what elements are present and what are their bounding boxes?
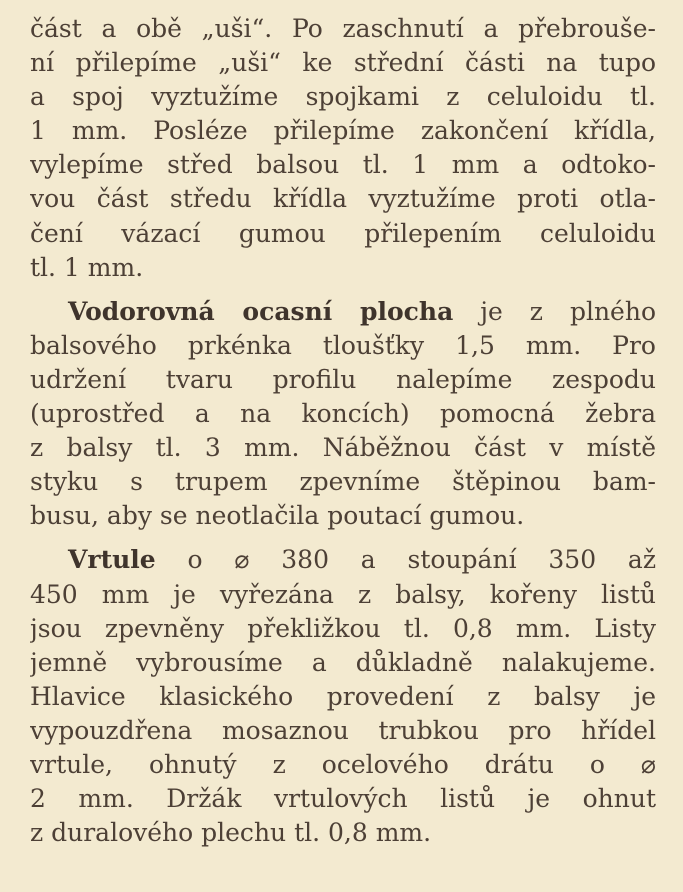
- text-line: vrtule, ohnutý z ocelového drátu o ⌀: [30, 749, 656, 779]
- text-line: z duralového plechu tl. 0,8 mm.: [30, 818, 432, 848]
- text-line: 2 mm. Držák vrtulových listů je ohnut: [30, 784, 656, 814]
- paragraph-wing: [30, 12, 656, 285]
- text-line: styku s trupem zpevníme štěpinou bam-: [30, 467, 656, 497]
- text-line: jsou zpevněny překližkou tl. 0,8 mm. Listy: [30, 613, 656, 643]
- text-run: je z plného: [453, 296, 656, 326]
- text-run: o ⌀ 380 a stoupání 350 až: [155, 545, 656, 575]
- text-line: (uprostřed a na koncích) pomocná žebra: [30, 399, 656, 429]
- text-line-lead: [30, 295, 656, 329]
- text-line: 1 mm. Posléze přilepíme zakončení křídla,: [30, 116, 656, 146]
- text-line: udržení tvaru profilu nalepíme zespodu: [30, 364, 656, 394]
- text-line: vou část středu křídla vyztužíme proti otla-: [30, 184, 656, 214]
- text-column: [30, 12, 656, 850]
- text-line: vylepíme střed balsou tl. 1 mm a odtoko-: [30, 150, 656, 180]
- text-line: Hlavice klasického provedení z balsy je: [30, 681, 656, 711]
- text-line: z balsy tl. 3 mm. Náběžnou část v místě: [30, 433, 656, 463]
- text-line-lead: [30, 543, 656, 577]
- text-line: 450 mm je vyřezána z balsy, kořeny listů: [30, 579, 656, 609]
- text-line: vypouzdřena mosaznou trubkou pro hřídel: [30, 715, 656, 745]
- paragraph-heading: Vodorovná ocasní plocha: [68, 296, 454, 326]
- text-line: tl. 1 mm.: [30, 252, 144, 282]
- paragraph-tailplane: [30, 295, 656, 534]
- text-line: ní přilepíme „uši“ ke střední části na tupo: [30, 48, 656, 78]
- paragraph-propeller: [30, 543, 656, 850]
- text-line: jemně vybrousíme a důkladně nalakujeme.: [30, 647, 656, 677]
- paragraph-heading: Vrtule: [68, 545, 156, 575]
- text-line: a spoj vyztužíme spojkami z celuloidu tl.: [30, 82, 656, 112]
- text-line: čení vázací gumou přilepením celuloidu: [30, 218, 656, 248]
- text-line: část a obě „uši“. Po zaschnutí a přebrouše-: [30, 14, 656, 43]
- text-line: busu, aby se neotlačila poutací gumou.: [30, 501, 525, 531]
- text-line: balsového prkénka tloušťky 1,5 mm. Pro: [30, 330, 656, 360]
